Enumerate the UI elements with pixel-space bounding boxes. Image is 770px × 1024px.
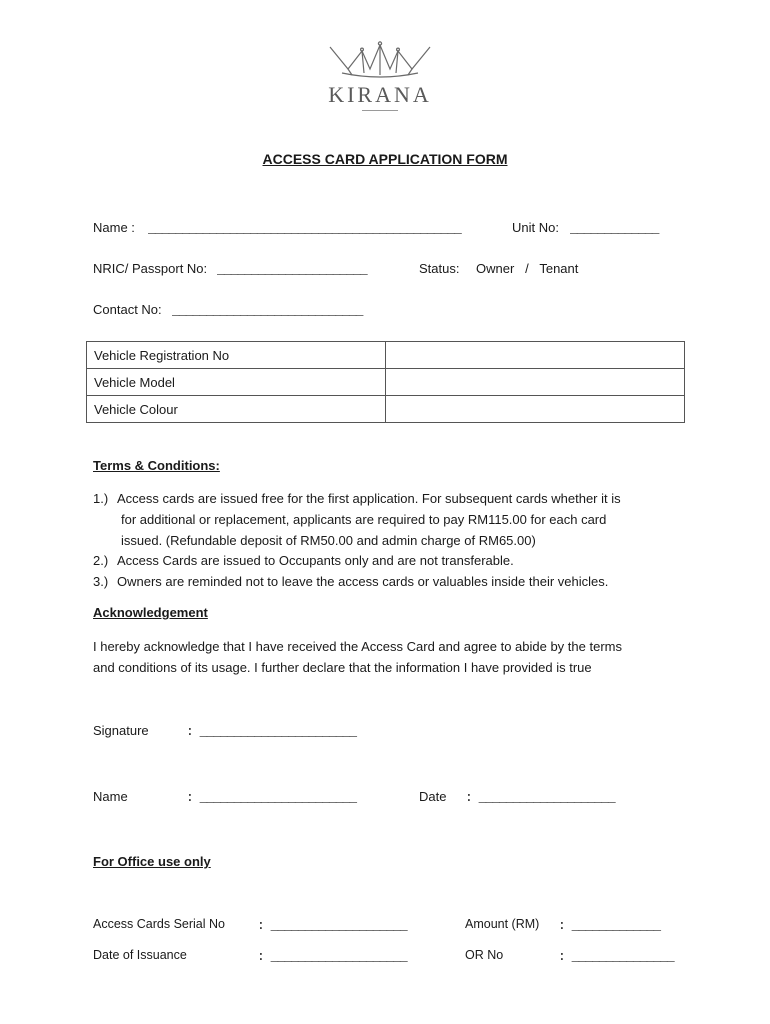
signoff-name-blank: : _______________________ bbox=[186, 790, 357, 805]
vehicle-registration-label: Vehicle Registration No bbox=[87, 342, 386, 369]
terms-heading: Terms & Conditions: bbox=[93, 458, 220, 473]
vehicle-table bbox=[86, 341, 685, 423]
term-2-line-1: Access Cards are issued to Occupants only and are not transferable. bbox=[117, 553, 514, 568]
vehicle-model-field[interactable] bbox=[386, 369, 685, 396]
issuance-blank: : ____________________ bbox=[257, 949, 407, 964]
signature-label: Signature bbox=[93, 723, 149, 738]
signature-blank: : _______________________ bbox=[186, 724, 357, 739]
vehicle-registration-field[interactable] bbox=[386, 342, 685, 369]
acknowledgement-heading: Acknowledgement bbox=[93, 605, 208, 620]
unit-field[interactable] bbox=[570, 220, 670, 236]
office-heading: For Office use only bbox=[93, 854, 211, 869]
brand-divider bbox=[362, 110, 398, 111]
brand-name: KIRANA bbox=[328, 82, 432, 107]
issuance-field[interactable] bbox=[257, 948, 417, 964]
or-label: OR No bbox=[465, 948, 504, 962]
vehicle-colour-field[interactable] bbox=[386, 396, 685, 423]
name-field[interactable] bbox=[148, 220, 504, 236]
date-field[interactable] bbox=[465, 789, 630, 805]
acknowledgement-line-1: I hereby acknowledge that I have received the Access Card and agree to abide by the terms bbox=[93, 639, 622, 654]
serial-blank: : ____________________ bbox=[257, 918, 407, 933]
term-1-line-2: for additional or replacement, applicants are required to pay RM115.00 for each card bbox=[121, 512, 607, 527]
serial-field[interactable] bbox=[257, 917, 417, 933]
term-3-number: 3.) bbox=[93, 574, 109, 589]
vehicle-model-label: Vehicle Model bbox=[87, 369, 386, 396]
unit-blank: _____________ bbox=[570, 221, 659, 236]
acknowledgement-line-2: and conditions of its usage. I further declare that the information I have provided is true bbox=[93, 660, 592, 675]
form-title: ACCESS CARD APPLICATION FORM bbox=[262, 151, 508, 167]
serial-label: Access Cards Serial No bbox=[93, 917, 225, 931]
nric-label: NRIC/ Passport No: bbox=[93, 261, 208, 276]
unit-label: Unit No: bbox=[512, 220, 559, 235]
signoff-name-label: Name bbox=[93, 789, 128, 804]
date-blank: : ____________________ bbox=[465, 790, 615, 805]
name-blank: ______________________________________________ bbox=[148, 221, 461, 236]
table-row bbox=[87, 342, 685, 369]
term-3-line-1: Owners are reminded not to leave the access cards or valuables inside their vehicles. bbox=[117, 574, 609, 589]
or-blank: : _______________ bbox=[558, 949, 674, 964]
date-label: Date bbox=[419, 789, 447, 804]
term-2-number: 2.) bbox=[93, 553, 109, 568]
amount-blank: : _____________ bbox=[558, 918, 661, 933]
contact-label: Contact No: bbox=[93, 302, 162, 317]
name-label: Name : bbox=[93, 220, 135, 235]
list-item bbox=[93, 488, 621, 509]
vehicle-colour-label: Vehicle Colour bbox=[87, 396, 386, 423]
table-row bbox=[87, 369, 685, 396]
list-item bbox=[93, 571, 608, 592]
term-1-line-1: Access cards are issued free for the first application. For subsequent cards whether it is bbox=[117, 491, 621, 506]
signature-field[interactable] bbox=[186, 723, 376, 739]
or-field[interactable] bbox=[558, 948, 676, 964]
table-row bbox=[87, 396, 685, 423]
list-item bbox=[93, 550, 514, 571]
term-1-number: 1.) bbox=[93, 491, 109, 506]
term-1-line-3: issued. (Refundable deposit of RM50.00 and admin charge of RM65.00) bbox=[121, 533, 536, 548]
nric-field[interactable] bbox=[217, 261, 388, 277]
signoff-name-field[interactable] bbox=[186, 789, 376, 805]
status-options[interactable]: Owner / Tenant bbox=[476, 261, 579, 276]
status-label: Status: bbox=[419, 261, 460, 276]
amount-field[interactable] bbox=[558, 917, 668, 933]
issuance-label: Date of Issuance bbox=[93, 948, 187, 962]
contact-field[interactable] bbox=[172, 302, 389, 318]
amount-label: Amount (RM) bbox=[465, 917, 540, 931]
nric-blank: ______________________ bbox=[217, 262, 367, 277]
contact-blank: ____________________________ bbox=[172, 303, 363, 318]
